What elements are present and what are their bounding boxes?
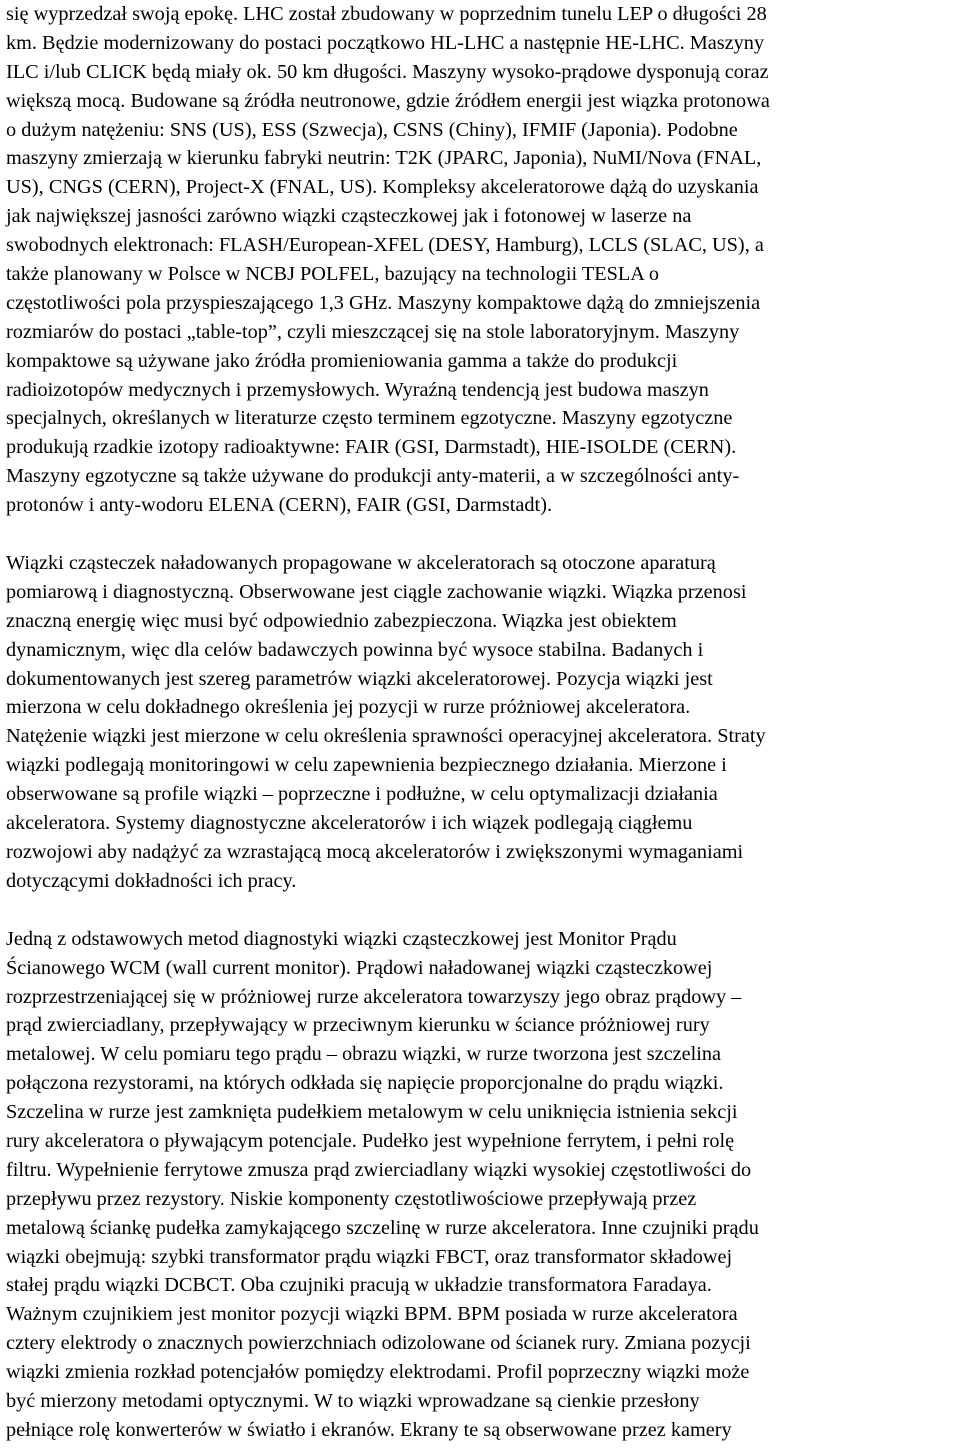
text-line: akceleratora. Systemy diagnostyczne akceleratorów i ich wiązek podlegają ciągłemu xyxy=(6,812,693,835)
document-page xyxy=(6,0,956,1445)
text-line: filtru. Wypełnienie ferrytowe zmusza prąd zwierciadlany wiązki wysokiej częstotliwości do xyxy=(6,1158,752,1181)
paragraph-accelerator-types xyxy=(6,0,956,520)
text-line: produkują rzadkie izotopy radioaktywne: FAIR (GSI, Darmstadt), HIE-ISOLDE (CERN). xyxy=(6,436,737,459)
text-line: rozprzestrzeniającej się w próżniowej rurze akceleratora towarzyszy jego obraz prądowy – xyxy=(6,985,742,1008)
text-line: Ścianowego WCM (wall current monitor). Prądowi naładowanej wiązki cząsteczkowej xyxy=(6,956,713,979)
text-line: wiązki podlegają monitoringowi w celu zapewnienia bezpiecznego działania. Mierzone i xyxy=(6,754,727,777)
paragraph-wall-current-monitor xyxy=(6,925,956,1445)
paragraph-beam-diagnostics xyxy=(6,549,956,896)
paragraph-gap xyxy=(6,896,956,925)
text-line: się wyprzedzał swoją epokę. LHC został zbudowany w poprzednim tunelu LEP o długości 28 xyxy=(6,3,767,25)
text-line: ILC i/lub CLICK będą miały ok. 50 km długości. Maszyny wysoko-prądowe dysponują coraz xyxy=(6,60,769,83)
text-line: Maszyny egzotyczne są także używane do produkcji anty-materii, a w szczególności anty- xyxy=(6,465,740,488)
text-line: wiązki obejmują: szybki transformator prądu wiązki FBCT, oraz transformator składowej xyxy=(6,1245,733,1268)
text-line: pełniące rolę konwerterów w światło i ekranów. Ekrany te są obserwowane przez kamery xyxy=(6,1418,732,1441)
text-line: Wiązki cząsteczek naładowanych propagowane w akceleratorach są otoczone aparaturą xyxy=(6,552,716,575)
text-line: mierzona w celu dokładnego określenia jej pozycji w rurze próżniowej akceleratora. xyxy=(6,696,691,719)
text-line: rury akceleratora o pływającym potencjale. Pudełko jest wypełnione ferrytem, i pełni rolę xyxy=(6,1129,735,1152)
text-line: stałej prądu wiązki DCBCT. Oba czujniki pracują w układzie transformatora Faradaya. xyxy=(6,1274,712,1297)
paragraph-gap xyxy=(6,520,956,549)
text-line: Jedną z odstawowych metod diagnostyki wiązki cząsteczkowej jest Monitor Prądu xyxy=(6,927,677,950)
text-line: rozmiarów do postaci „table-top”, czyli mieszczącej się na stole laboratoryjnym. Maszyny xyxy=(6,320,740,343)
text-line: połączona rezystorami, na których odkłada się napięcie proporcjonalne do prądu wiązki. xyxy=(6,1072,724,1095)
text-line: jak największej jasności zarówno wiązki cząsteczkowej jak i fotonowej w laserze na xyxy=(6,205,692,228)
text-line: specjalnych, określanych w literaturze często terminem egzotyczne. Maszyny egzotyczne xyxy=(6,407,733,430)
text-line: być mierzony metodami optycznymi. W to wiązki wprowadzane są cienkie przesłony xyxy=(6,1389,700,1412)
text-line: obserwowane są profile wiązki – poprzeczne i podłużne, w celu optymalizacji działania xyxy=(6,783,718,806)
text-line: km. Będzie modernizowany do postaci początkowo HL-LHC a następnie HE-LHC. Maszyny xyxy=(6,31,765,54)
text-line: rozwojowi aby nadążyć za wzrastającą mocą akceleratorów i zwiększonymi wymaganiami xyxy=(6,840,744,863)
text-line: cztery elektrody o znacznych powierzchniach odizolowane od ścianek rury. Zmiana pozycji xyxy=(6,1332,751,1355)
text-line: kompaktowe są używane jako źródła promieniowania gamma a także do produkcji xyxy=(6,349,678,372)
text-line: maszyny zmierzają w kierunku fabryki neutrin: T2K (JPARC, Japonia), NuMI/Nova (FNAL, xyxy=(6,147,762,170)
text-line: częstotliwości pola przyspieszającego 1,3 GHz. Maszyny kompaktowe dążą do zmniejszenia xyxy=(6,291,761,314)
text-line: o dużym natężeniu: SNS (US), ESS (Szwecja), CSNS (Chiny), IFMIF (Japonia). Podobne xyxy=(6,118,738,141)
text-line: swobodnych elektronach: FLASH/European-XFEL (DESY, Hamburg), LCLS (SLAC, US), a xyxy=(6,234,764,257)
text-line: protonów i anty-wodoru ELENA (CERN), FAIR (GSI, Darmstadt). xyxy=(6,494,553,517)
text-line: wiązki zmienia rozkład potencjałów pomiędzy elektrodami. Profil poprzeczny wiązki może xyxy=(6,1361,750,1384)
text-line: dynamicznym, więc dla celów badawczych powinna być wysoce stabilna. Badanych i xyxy=(6,638,704,661)
text-line: radioizotopów medycznych i przemysłowych. Wyraźną tendencją jest budowa maszyn xyxy=(6,378,709,401)
text-line: przepływu przez rezystory. Niskie komponenty częstotliwościowe przepływają przez xyxy=(6,1187,697,1210)
text-line: US), CNGS (CERN), Project-X (FNAL, US). Kompleksy akceleratorowe dążą do uzyskania xyxy=(6,176,759,199)
text-line: dotyczącymi dokładności ich pracy. xyxy=(6,869,297,892)
text-line: pomiarową i diagnostyczną. Obserwowane jest ciągle zachowanie wiązki. Wiązka przenosi xyxy=(6,580,747,603)
text-line: dokumentowanych jest szereg parametrów wiązki akceleratorowej. Pozycja wiązki jest xyxy=(6,667,713,690)
text-line: Ważnym czujnikiem jest monitor pozycji wiązki BPM. BPM posiada w rurze akceleratora xyxy=(6,1303,738,1326)
text-line: Szczelina w rurze jest zamknięta pudełkiem metalowym w celu uniknięcia istnienia sekcji xyxy=(6,1101,738,1124)
text-line: Natężenie wiązki jest mierzone w celu określenia sprawności operacyjnej akceleratora. Straty xyxy=(6,725,766,748)
text-line: prąd zwierciadlany, przepływający w przeciwnym kierunku w ściance próżniowej rury xyxy=(6,1014,710,1037)
text-line: większą mocą. Budowane są źródła neutronowe, gdzie źródłem energii jest wiązka protonowa xyxy=(6,89,770,112)
text-line: także planowany w Polsce w NCBJ POLFEL, bazujący na technologii TESLA o xyxy=(6,263,660,286)
text-line: metalowej. W celu pomiaru tego prądu – obrazu wiązki, w rurze tworzona jest szczelina xyxy=(6,1043,722,1066)
text-line: znaczną energię więc musi być odpowiednio zabezpieczona. Wiązka jest obiektem xyxy=(6,609,677,632)
text-line: metalową ściankę pudełka zamykającego szczelinę w rurze akceleratora. Inne czujniki prądu xyxy=(6,1216,759,1239)
